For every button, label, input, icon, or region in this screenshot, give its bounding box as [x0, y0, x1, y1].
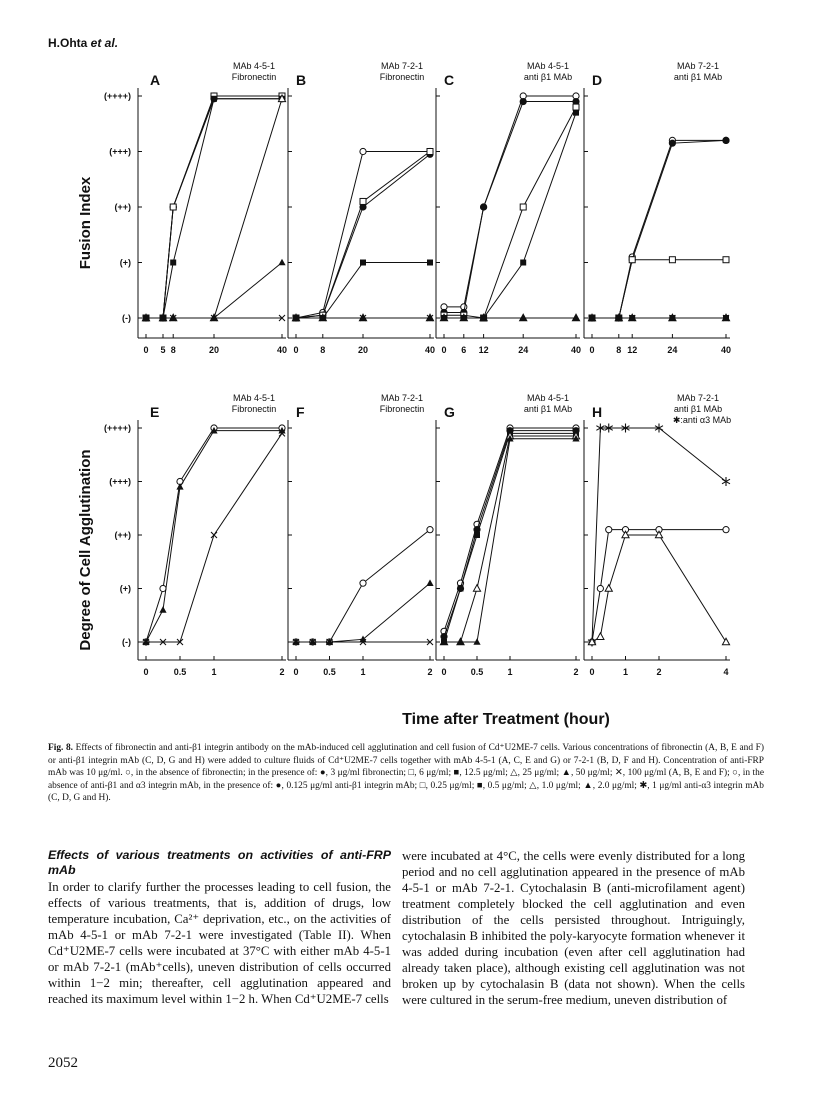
- data-point-triangle-open: [722, 638, 729, 645]
- data-point-triangle-open: [605, 585, 612, 592]
- panel-subtitle-d: anti β1 MAb: [673, 72, 723, 82]
- panel-a: [77, 61, 287, 355]
- y-tick-label-a: (-): [122, 313, 131, 323]
- x-tick-label-f: 0: [293, 667, 299, 677]
- data-point-square-open: [427, 149, 433, 155]
- data-point-cross: [211, 532, 217, 538]
- x-tick-label-d: 0: [589, 345, 595, 355]
- series-line-b-circle-filled: [296, 154, 430, 318]
- panel-f: [288, 393, 434, 677]
- panel-title-h: MAb 7-2-1: [676, 393, 720, 403]
- data-point-triangle-filled: [159, 606, 166, 613]
- panel-title-d: MAb 7-2-1: [676, 61, 720, 71]
- data-point-square-filled: [458, 586, 464, 592]
- panel-letter-d: D: [592, 72, 603, 88]
- x-tick-label-b: 40: [424, 345, 436, 355]
- panel-letter-b: B: [296, 72, 307, 88]
- series-line-g-circle-open: [444, 428, 576, 631]
- data-point-square-open: [629, 257, 635, 263]
- data-point-square-filled: [427, 260, 433, 266]
- x-tick-label-d: 12: [627, 345, 638, 355]
- x-tick-label-f: 2: [427, 667, 433, 677]
- x-tick-label-b: 0: [293, 345, 299, 355]
- x-tick-label-c: 40: [570, 345, 582, 355]
- page-number: 2052: [48, 1055, 78, 1071]
- y-axis-title-a: Fusion Index: [77, 176, 94, 270]
- data-point-circle-open: [427, 527, 433, 533]
- data-point-square-open: [723, 257, 729, 263]
- data-point-square-filled: [573, 110, 579, 116]
- series-line-b-square-filled: [296, 263, 430, 319]
- y-tick-label-e: (++++): [103, 423, 131, 433]
- data-point-triangle-filled: [278, 259, 285, 266]
- panel-c: [436, 61, 581, 355]
- panel-legend-note-h: ✱:anti α3 MAb: [672, 415, 732, 425]
- series-line-c-square-filled: [444, 113, 576, 318]
- panel-e: [77, 393, 286, 677]
- x-tick-label-a: 20: [208, 345, 220, 355]
- paragraph-left: In order to clarify further the processes leading to cell fusion, the effects of various treatments, that is, addition of drugs, low temperature incubation, Ca²⁺ deprivation, etc., on the activities of mAb 4-5-1 or mAb 7-2-1 were investigated (Table II). When Cd⁺U2ME-7 cells were incubated at 37°C with either mAb 4-5-1 or mAb 7-2-1 (mAb⁺cells), uneven distribution of cells occurred within 1−2 min; thereafter, cell agglutination appeared and reached its maximum level within 1−2 h. When Cd⁺U2ME-7 cells: [48, 880, 391, 1006]
- x-tick-label-b: 8: [320, 345, 326, 355]
- data-point-square-filled: [360, 260, 366, 266]
- x-tick-label-e: 0.5: [173, 667, 187, 677]
- data-point-square-open: [170, 204, 176, 210]
- data-point-circle-filled: [669, 140, 675, 146]
- y-tick-label-e: (++): [114, 530, 131, 540]
- text-column-right: [402, 848, 745, 1008]
- y-tick-label-a: (+): [119, 257, 131, 268]
- x-tick-label-e: 0: [143, 667, 149, 677]
- data-point-triangle-open: [473, 585, 480, 592]
- data-point-square-open: [669, 257, 675, 263]
- x-tick-label-d: 40: [720, 345, 732, 355]
- x-tick-label-c: 12: [478, 345, 489, 355]
- caption-text: Effects of fibronectin and anti-β1 integrin antibody on the mAb-induced cell agglutination and cell fusion of Cd⁺U2ME-7 cells. Various concentrations of fibronectin (A, B, E and F) or anti-β1 integrin mAb (C, D, G and H) were added to culture fluids of Cd⁺U2ME-7 cells together with mAb 4-5-1 (A, C, E and G) or 7-2-1 (B, D, F and H). Concentration of anti-FRP mAb was 10 μg/ml. ○, in the absence of fibronectin; in the presence of: ●, 3 μg/ml fibronectin; □, 6 μg/ml; ■, 12.5 μg/ml; △, 25 μg/ml; ▲, 50 μg/ml; ✕, 100 μg/ml (A, B, E and F); ○, in the absence of anti-β1 and α3 integrin mAb, in the presence of: ●, 0.125 μg/ml anti-β1 integrin mAb; □, 0.25 μg/ml; ■, 0.5 μg/ml; △, 1.0 μg/ml; ▲, 2.0 μg/ml; ✱, 1 μg/ml anti-α3 integrin mAb (C, D, G and H).: [48, 743, 764, 804]
- x-tick-label-g: 0.5: [470, 667, 484, 677]
- y-tick-label-e: (-): [122, 637, 131, 647]
- data-point-circle-open: [360, 580, 366, 586]
- data-point-square-filled: [170, 260, 176, 266]
- x-tick-label-g: 1: [507, 667, 513, 677]
- data-point-square-filled: [211, 96, 217, 102]
- panel-title-c: MAb 4-5-1: [526, 61, 570, 71]
- series-line-h-circle-open: [592, 530, 726, 642]
- data-point-square-filled: [474, 532, 480, 538]
- panel-title-f: MAb 7-2-1: [380, 393, 424, 403]
- series-line-g-triangle-filled: [444, 439, 576, 642]
- data-point-triangle-filled: [426, 579, 433, 586]
- data-point-asterisk: [722, 477, 730, 486]
- panel-subtitle-c: anti β1 MAb: [523, 72, 573, 82]
- data-point-square-open: [520, 204, 526, 210]
- y-tick-label-a: (+++): [109, 146, 131, 157]
- x-tick-label-h: 2: [656, 667, 662, 677]
- text-column-left: [48, 848, 391, 1007]
- caption-label: Fig. 8.: [48, 743, 74, 753]
- x-tick-label-c: 6: [461, 345, 467, 355]
- y-tick-label-a: (++++): [103, 91, 131, 101]
- data-point-circle-filled: [481, 204, 487, 210]
- panel-subtitle-b: Fibronectin: [379, 72, 425, 82]
- series-line-f-triangle-filled: [296, 583, 430, 642]
- panel-g: [436, 393, 580, 677]
- data-point-circle-open: [606, 527, 612, 533]
- data-point-square-open: [360, 198, 366, 204]
- series-line-g-triangle-open: [444, 436, 576, 642]
- panel-subtitle-h: anti β1 MAb: [673, 404, 723, 414]
- data-point-circle-open: [723, 527, 729, 533]
- series-line-h-triangle-open: [592, 535, 726, 642]
- x-tick-label-d: 24: [667, 345, 678, 355]
- panel-b: [288, 61, 435, 355]
- panel-subtitle-a: Fibronectin: [231, 72, 277, 82]
- panel-letter-e: E: [150, 404, 160, 420]
- x-tick-label-a: 8: [170, 345, 176, 355]
- panel-title-a: MAb 4-5-1: [232, 61, 276, 71]
- panel-letter-g: G: [444, 404, 455, 420]
- figure-caption: [48, 742, 764, 805]
- panel-letter-h: H: [592, 404, 603, 420]
- x-tick-label-c: 0: [441, 345, 447, 355]
- series-line-a-triangle-filled: [146, 263, 282, 319]
- data-point-circle-open: [360, 148, 366, 154]
- x-tick-label-a: 40: [276, 345, 288, 355]
- x-tick-label-d: 8: [616, 345, 622, 355]
- data-point-square-open: [573, 104, 579, 110]
- panel-title-e: MAb 4-5-1: [232, 393, 276, 403]
- data-point-triangle-open: [597, 633, 604, 640]
- series-line-d-circle-open: [592, 140, 726, 318]
- x-tick-label-a: 0: [143, 345, 149, 355]
- x-tick-label-e: 1: [211, 667, 217, 677]
- data-point-circle-filled: [520, 98, 526, 104]
- x-tick-label-h: 0: [589, 667, 595, 677]
- data-point-square-filled: [520, 260, 526, 266]
- y-tick-label-e: (+++): [109, 476, 131, 487]
- series-line-d-circle-filled: [592, 140, 726, 318]
- series-line-d-square-open: [592, 260, 726, 318]
- series-line-g-square-filled: [444, 433, 576, 642]
- series-line-e-cross: [146, 433, 282, 642]
- y-tick-label-a: (++): [114, 202, 131, 212]
- x-tick-label-b: 20: [357, 345, 369, 355]
- y-tick-label-e: (+): [119, 583, 131, 594]
- panel-letter-f: F: [296, 404, 305, 420]
- paragraph-right: were incubated at 4°C, the cells were evenly distributed for a long period and no cell agglutination appeared in the presence of mAb 4-5-1 or mAb 7-2-1. Cytochalasin B (anti-microfilament agent) treatment completely blocked the cell agglutination and even distribution of the cells persisted throughout. Intriguingly, cytochalasin B inhibited the poly-karyocyte formation whenever it was added during incubation (even after cell agglutination had already taken place), although existing cell agglutination was not broken up by cytochalasin B (data not shown). When the cells were cultured in the serum-free medium, uneven distribution of: [402, 849, 745, 1007]
- data-point-circle-open: [597, 585, 603, 591]
- x-tick-label-e: 2: [279, 667, 285, 677]
- x-tick-label-f: 0.5: [323, 667, 336, 677]
- series-line-c-circle-open: [444, 96, 576, 307]
- panel-letter-a: A: [150, 72, 161, 88]
- x-axis-title: Time after Treatment (hour): [402, 711, 610, 728]
- panel-title-g: MAb 4-5-1: [526, 393, 570, 403]
- x-tick-label-h: 4: [723, 667, 729, 677]
- series-line-g-circle-filled: [444, 431, 576, 637]
- y-axis-title-e: Degree of Cell Agglutination: [77, 449, 94, 651]
- panel-subtitle-e: Fibronectin: [231, 404, 277, 414]
- data-point-circle-filled: [723, 137, 729, 143]
- author-name: H.Ohta: [48, 36, 88, 50]
- series-line-c-square-open: [444, 107, 576, 318]
- section-heading: Effects of various treatments on activities of anti-FRP mAb: [48, 848, 391, 877]
- x-tick-label-h: 1: [622, 667, 629, 677]
- x-tick-label-g: 2: [573, 667, 579, 677]
- panel-subtitle-f: Fibronectin: [379, 404, 425, 414]
- series-line-b-circle-open: [296, 152, 430, 319]
- series-line-b-square-open: [296, 152, 430, 319]
- panel-d: [584, 61, 731, 355]
- panel-subtitle-g: anti β1 MAb: [523, 404, 573, 414]
- panel-title-b: MAb 7-2-1: [380, 61, 424, 71]
- author-etal: et al.: [87, 36, 119, 50]
- x-tick-label-f: 1: [360, 667, 366, 677]
- x-tick-label-g: 0: [441, 667, 447, 677]
- panel-h: [584, 393, 731, 677]
- series-line-a-square-open: [146, 96, 282, 318]
- x-tick-label-a: 5: [160, 345, 166, 355]
- panel-letter-c: C: [444, 72, 455, 88]
- x-tick-label-c: 24: [518, 345, 529, 355]
